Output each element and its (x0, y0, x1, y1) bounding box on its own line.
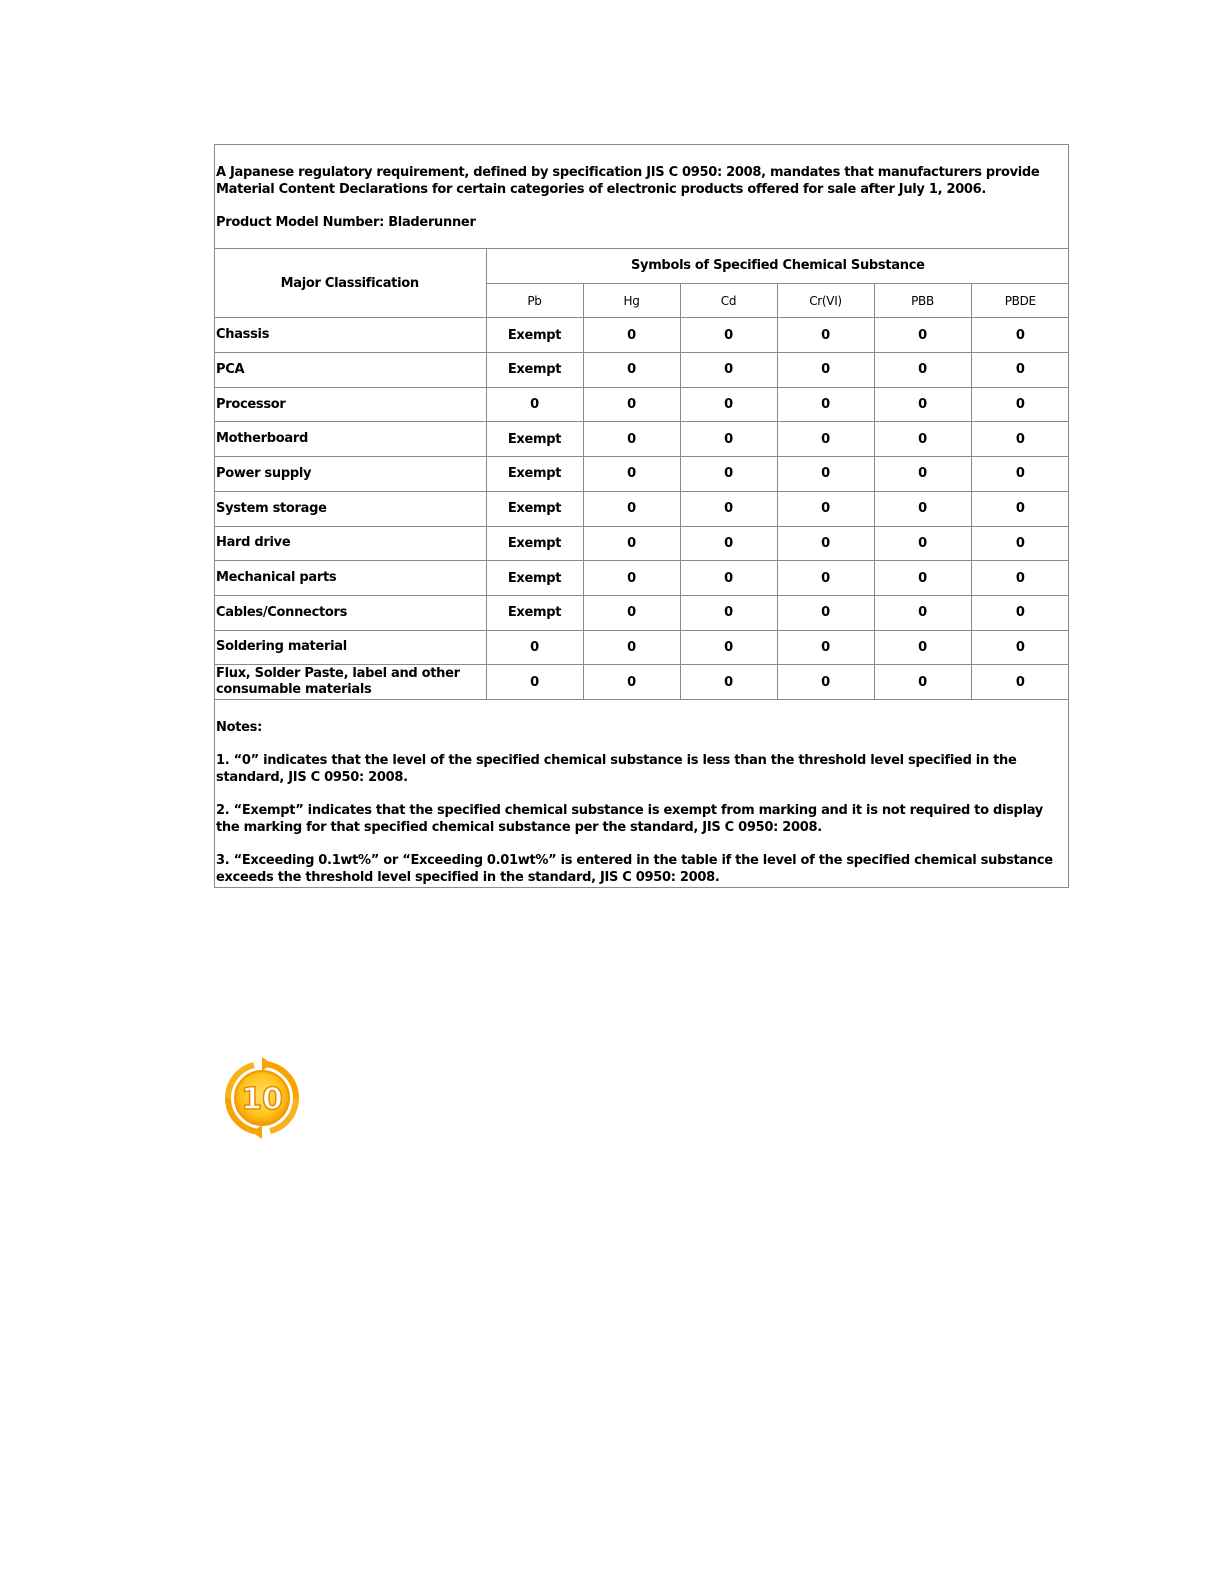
substance-value-cell: Exempt (486, 491, 583, 526)
chemical-symbols-header: Symbols of Specified Chemical Substance (486, 249, 1069, 284)
substance-value-cell: 0 (874, 457, 971, 492)
symbol-header-2: Cd (680, 283, 777, 318)
substance-value-cell: 0 (583, 491, 680, 526)
substance-value-cell: 0 (777, 457, 874, 492)
substance-value-cell: 0 (583, 665, 680, 700)
table-row (214, 353, 1069, 388)
symbol-header-1: Hg (583, 283, 680, 318)
table-row (214, 526, 1069, 561)
note-1: 1. “0” indicates that the level of the specified chemical substance is less than the threshold level specified in the standard, JIS C 0950: 2008. (216, 753, 1017, 785)
notes-section (216, 719, 1066, 902)
substance-value-cell: Exempt (486, 422, 583, 457)
substance-value-cell: 0 (971, 561, 1069, 596)
table-row (214, 387, 1069, 422)
classification-cell: System storage (214, 491, 486, 526)
substance-value-cell: 0 (874, 595, 971, 630)
classification-cell: Power supply (214, 457, 486, 492)
substance-value-cell: 0 (874, 561, 971, 596)
substance-value-cell: 0 (874, 318, 971, 353)
substance-value-cell: 0 (583, 630, 680, 665)
substance-table (214, 248, 1069, 700)
substance-value-cell: 0 (971, 353, 1069, 388)
substance-value-cell: 0 (777, 561, 874, 596)
substance-value-cell: 0 (874, 353, 971, 388)
table-row (214, 457, 1069, 492)
substance-value-cell: 0 (777, 387, 874, 422)
substance-value-cell: 0 (971, 318, 1069, 353)
substance-value-cell: 0 (680, 422, 777, 457)
eco-number: 10 (241, 1082, 283, 1117)
substance-value-cell: 0 (486, 630, 583, 665)
classification-cell: Hard drive (214, 526, 486, 561)
substance-value-cell: 0 (583, 595, 680, 630)
substance-value-cell: Exempt (486, 526, 583, 561)
substance-value-cell: 0 (583, 318, 680, 353)
substance-value-cell: 0 (486, 387, 583, 422)
substance-value-cell: 0 (777, 630, 874, 665)
table-row (214, 422, 1069, 457)
substance-value-cell: 0 (777, 422, 874, 457)
substance-value-cell: 0 (777, 491, 874, 526)
substance-value-cell: 0 (777, 318, 874, 353)
substance-value-cell: 0 (874, 630, 971, 665)
intro-paragraph: A Japanese regulatory requirement, defined by specification JIS C 0950: 2008, mandates that manufacturers provide Material Content Declarations for certain categories of electronic products offered for sale after July 1, 2006. (216, 165, 1040, 197)
substance-value-cell: Exempt (486, 561, 583, 596)
table-row (214, 630, 1069, 665)
eco-10-recycle-icon (222, 1056, 302, 1140)
substance-value-cell: 0 (971, 491, 1069, 526)
substance-value-cell: 0 (971, 526, 1069, 561)
substance-value-cell: 0 (583, 387, 680, 422)
substance-value-cell: 0 (680, 353, 777, 388)
major-classification-header: Major Classification (214, 249, 486, 318)
substance-value-cell: 0 (874, 665, 971, 700)
table-row (214, 665, 1069, 700)
material-declaration-box (214, 144, 1069, 888)
substance-value-cell: 0 (680, 491, 777, 526)
substance-value-cell: Exempt (486, 353, 583, 388)
substance-value-cell: Exempt (486, 595, 583, 630)
substance-value-cell: 0 (971, 457, 1069, 492)
classification-cell: Mechanical parts (214, 561, 486, 596)
symbol-header-0: Pb (486, 283, 583, 318)
substance-value-cell: 0 (971, 595, 1069, 630)
product-model-number: Product Model Number: Bladerunner (216, 215, 476, 230)
symbol-header-5: PBDE (971, 283, 1069, 318)
substance-value-cell: 0 (680, 318, 777, 353)
substance-value-cell: 0 (971, 630, 1069, 665)
classification-cell: Cables/Connectors (214, 595, 486, 630)
substance-value-cell: 0 (680, 387, 777, 422)
table-row (214, 595, 1069, 630)
classification-cell: Processor (214, 387, 486, 422)
substance-value-cell: 0 (680, 526, 777, 561)
substance-value-cell: 0 (971, 665, 1069, 700)
note-3: 3. “Exceeding 0.1wt%” or “Exceeding 0.01wt%” is entered in the table if the level of the specified chemical substance exceeds the threshold level specified in the standard, JIS C 0950: 2008. (216, 853, 1053, 885)
note-2: 2. “Exempt” indicates that the specified chemical substance is exempt from marking and it is not required to display the marking for that specified chemical substance per the standard, JIS C 0950: 2008. (216, 803, 1043, 835)
substance-value-cell: 0 (874, 422, 971, 457)
classification-cell: PCA (214, 353, 486, 388)
classification-cell: Chassis (214, 318, 486, 353)
substance-value-cell: 0 (971, 422, 1069, 457)
substance-value-cell: 0 (583, 526, 680, 561)
substance-value-cell: 0 (680, 457, 777, 492)
substance-table-body (214, 318, 1069, 700)
substance-value-cell: 0 (777, 665, 874, 700)
substance-value-cell: 0 (583, 353, 680, 388)
symbol-header-4: PBB (874, 283, 971, 318)
substance-value-cell: 0 (874, 526, 971, 561)
table-row (214, 491, 1069, 526)
classification-cell: Flux, Solder Paste, label and other consumable materials (214, 665, 486, 700)
table-row (214, 318, 1069, 353)
substance-value-cell: 0 (680, 630, 777, 665)
substance-value-cell: 0 (583, 422, 680, 457)
table-row (214, 561, 1069, 596)
substance-value-cell: 0 (583, 457, 680, 492)
substance-value-cell: 0 (680, 665, 777, 700)
substance-value-cell: 0 (583, 561, 680, 596)
substance-value-cell: 0 (777, 353, 874, 388)
substance-value-cell: 0 (680, 561, 777, 596)
substance-value-cell: Exempt (486, 457, 583, 492)
substance-value-cell: 0 (971, 387, 1069, 422)
substance-value-cell: 0 (777, 526, 874, 561)
substance-value-cell: 0 (486, 665, 583, 700)
classification-cell: Soldering material (214, 630, 486, 665)
notes-title: Notes: (216, 720, 262, 735)
substance-value-cell: 0 (777, 595, 874, 630)
substance-value-cell: Exempt (486, 318, 583, 353)
substance-value-cell: 0 (680, 595, 777, 630)
symbol-header-3: Cr(VI) (777, 283, 874, 318)
substance-value-cell: 0 (874, 491, 971, 526)
substance-value-cell: 0 (874, 387, 971, 422)
classification-cell: Motherboard (214, 422, 486, 457)
